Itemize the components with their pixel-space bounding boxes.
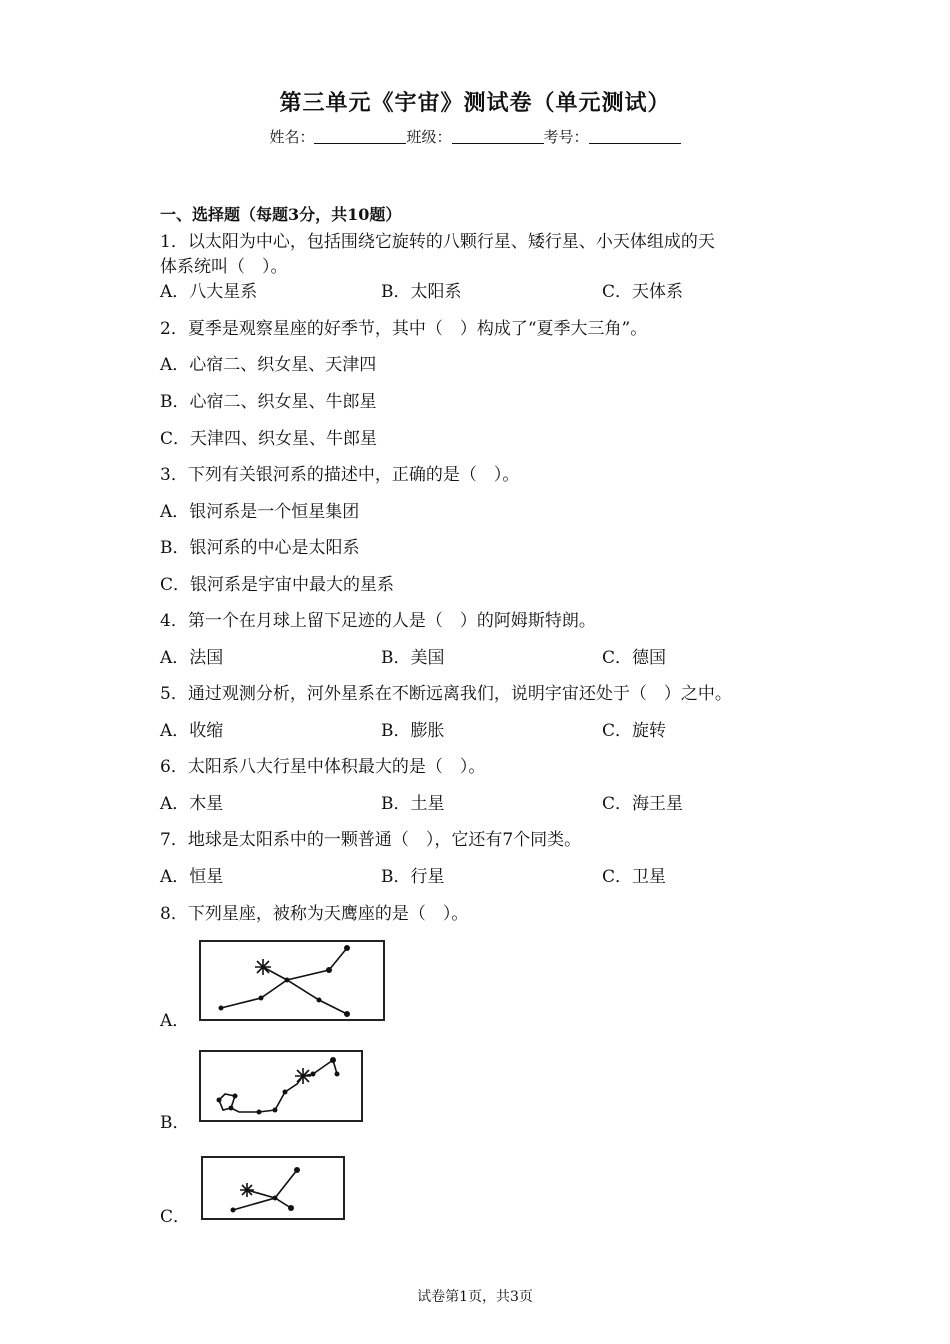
star-a-5 [344, 945, 350, 951]
star-c-2 [273, 1196, 278, 1201]
question-8-option-c: C． [160, 1207, 191, 1227]
page-title: 第三单元《宇宙》测试卷（单元测试） [279, 91, 671, 116]
question-8-stem: 8．下列星座，被称为天鹰座的是（ ）。 [160, 904, 469, 924]
question-8-option-a: A． [160, 1011, 190, 1031]
constellation-b-line [219, 1060, 337, 1112]
question-6-option-b: B．土星 [381, 794, 445, 814]
star-b-2 [233, 1094, 238, 1099]
question-1-option-a: A．八大星系 [160, 282, 258, 302]
question-3-stem: 3．下列有关银河系的描述中，正确的是（ ）。 [160, 465, 520, 485]
page-footer: 试卷第1页，共3页 [417, 1289, 533, 1305]
question-3-option-c: C．银河系是宇宙中最大的星系 [160, 575, 395, 595]
question-4-option-c: C．德国 [602, 648, 667, 668]
bright-star-c [240, 1183, 254, 1197]
question-1-option-b: B．太阳系 [381, 282, 462, 302]
constellation-figure-a [199, 940, 385, 1021]
question-7-stem: 7．地球是太阳系中的一颗普通（ ），它还有7个同类。 [160, 830, 582, 850]
constellation-b-icon [201, 1052, 361, 1120]
question-5-stem: 5．通过观测分析，河外星系在不断远离我们，说明宇宙还处于（ ）之中。 [160, 684, 732, 704]
question-2-option-a: A．心宿二、织女星、天津四 [160, 355, 377, 375]
star-b-4 [257, 1110, 262, 1115]
question-8-option-b: B． [160, 1113, 190, 1133]
star-b-5 [273, 1108, 278, 1113]
question-1-option-c: C．天体系 [602, 282, 684, 302]
question-5-option-b: B．膨胀 [381, 721, 445, 741]
star-a-6 [317, 998, 322, 1003]
star-b-3 [229, 1106, 234, 1111]
question-1-stem-line1: 1．以太阳为中心，包括围绕它旋转的八颗行星、矮行星、小天体组成的天 [160, 232, 715, 252]
class-label: 班级： [406, 128, 452, 146]
question-4-option-a: A．法国 [160, 648, 224, 668]
question-3-option-a: A．银河系是一个恒星集团 [160, 502, 360, 522]
question-2-option-c: C．天津四、织女星、牛郎星 [160, 429, 378, 449]
question-6-option-c: C．海王星 [602, 794, 684, 814]
student-info-line [0, 126, 950, 147]
question-2-option-b: B．心宿二、织女星、牛郎星 [160, 392, 377, 412]
constellation-a-icon [201, 942, 383, 1019]
star-a-1 [219, 1006, 224, 1011]
question-4-stem: 4．第一个在月球上留下足迹的人是（ ）的阿姆斯特朗。 [160, 611, 596, 631]
question-1-stem-line2: 体系统叫（ ）。 [160, 257, 288, 277]
question-5-option-a: A．收缩 [160, 721, 224, 741]
bright-star-a [255, 959, 271, 975]
question-7-option-a: A．恒星 [160, 867, 224, 887]
star-a-7 [344, 1011, 350, 1017]
class-blank [452, 129, 544, 144]
star-c-4 [288, 1205, 294, 1211]
star-b-6 [283, 1090, 288, 1095]
star-a-4 [326, 967, 332, 973]
question-6-option-a: A．木星 [160, 794, 224, 814]
question-4-option-b: B．美国 [381, 648, 445, 668]
question-3-option-b: B．银河系的中心是太阳系 [160, 538, 360, 558]
constellation-a-line-2 [263, 967, 347, 1014]
star-b-9 [335, 1072, 340, 1077]
question-7-option-b: B．行星 [381, 867, 445, 887]
bright-star-b [295, 1068, 311, 1084]
star-c-1 [231, 1208, 236, 1213]
name-blank [314, 129, 406, 144]
star-a-2 [259, 996, 264, 1001]
star-b-8 [330, 1057, 336, 1063]
question-6-stem: 6．太阳系八大行星中体积最大的是（ ）。 [160, 757, 486, 777]
constellation-figure-b [199, 1050, 363, 1122]
star-c-3 [294, 1167, 300, 1173]
question-5-option-c: C．旋转 [602, 721, 667, 741]
question-7-option-c: C．卫星 [602, 867, 667, 887]
number-label: 考号： [543, 128, 589, 146]
star-b-1 [217, 1098, 222, 1103]
star-a-3 [285, 978, 290, 983]
star-b-7 [311, 1072, 316, 1077]
name-label: 姓名： [269, 128, 315, 146]
constellation-c-icon [203, 1158, 343, 1218]
number-blank [589, 129, 681, 144]
question-2-stem: 2．夏季是观察星座的好季节，其中（ ）构成了“夏季大三角”。 [160, 319, 648, 339]
constellation-figure-c [201, 1156, 345, 1220]
section-heading: 一、选择题（每题3分，共10题） [160, 205, 402, 224]
